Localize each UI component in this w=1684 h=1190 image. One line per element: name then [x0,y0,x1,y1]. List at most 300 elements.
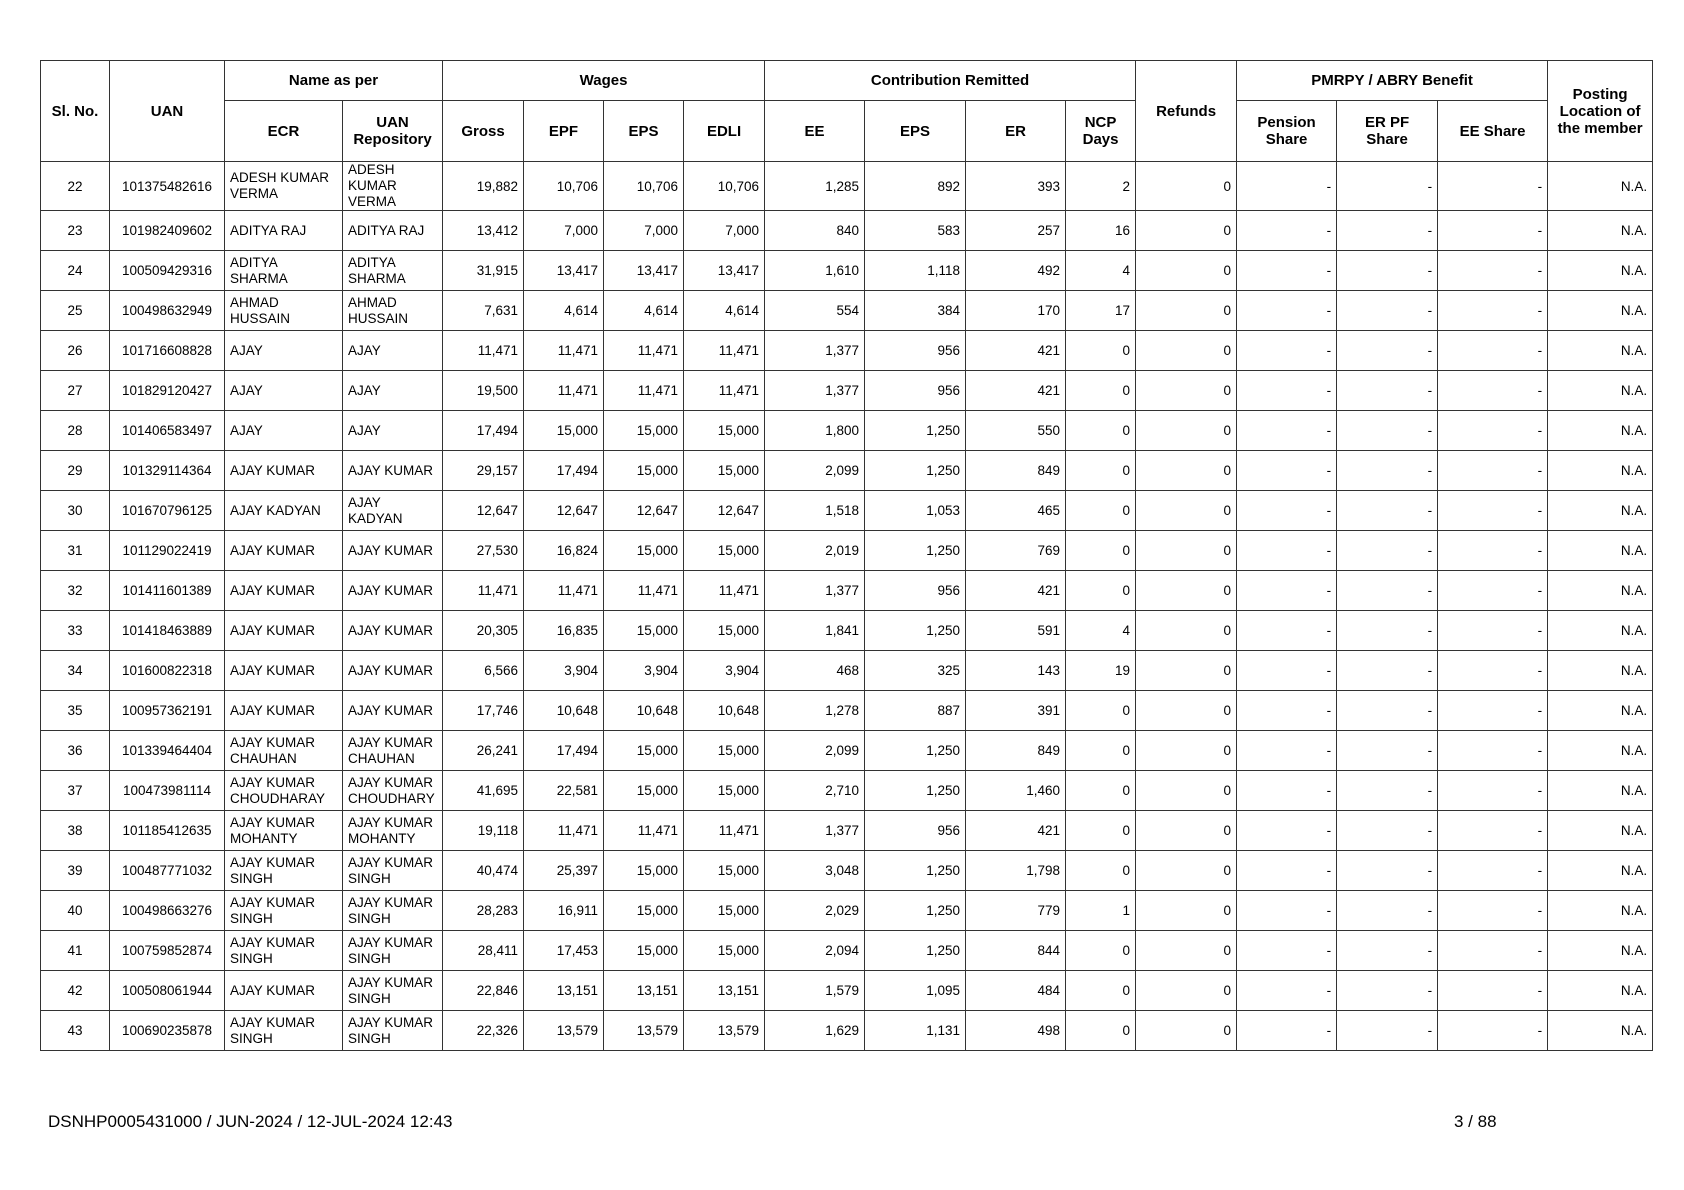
cell-gross: 7,631 [443,291,524,331]
cell-er-pf-share: - [1337,411,1438,451]
cell-wages-eps: 15,000 [604,731,684,771]
table-row [41,811,1653,851]
cell-contribution-eps: 956 [865,811,966,851]
cell-pension-share: - [1237,331,1337,371]
table-row [41,611,1653,651]
cell-ee-share: - [1438,731,1548,771]
cell-ee: 1,610 [765,251,865,291]
cell-sl-no: 41 [41,931,110,971]
cell-er-pf-share: - [1337,451,1438,491]
cell-gross: 28,411 [443,931,524,971]
cell-ncp-days: 0 [1066,1011,1136,1051]
cell-wages-eps: 15,000 [604,411,684,451]
cell-edli: 15,000 [684,531,765,571]
cell-uan-repository-name: AJAY [343,371,443,411]
cell-uan: 101829120427 [110,371,225,411]
cell-pension-share: - [1237,371,1337,411]
cell-ecr-name: AJAY KUMAR [225,651,343,691]
cell-wages-eps: 10,648 [604,691,684,731]
table-row [41,491,1653,531]
cell-ecr-name: AHMAD HUSSAIN [225,291,343,331]
cell-ncp-days: 1 [1066,891,1136,931]
cell-posting-location: N.A. [1548,251,1653,291]
cell-epf: 16,824 [524,531,604,571]
cell-refunds: 0 [1136,411,1237,451]
cell-uan-repository-name: AJAY KUMAR CHAUHAN [343,731,443,771]
cell-epf: 11,471 [524,811,604,851]
cell-posting-location: N.A. [1548,531,1653,571]
cell-gross: 19,500 [443,371,524,411]
cell-uan: 100487771032 [110,851,225,891]
cell-epf: 17,494 [524,731,604,771]
cell-contribution-eps: 956 [865,571,966,611]
cell-posting-location: N.A. [1548,891,1653,931]
cell-ee: 1,800 [765,411,865,451]
cell-er-pf-share: - [1337,1011,1438,1051]
cell-epf: 11,471 [524,331,604,371]
cell-gross: 13,412 [443,211,524,251]
cell-refunds: 0 [1136,771,1237,811]
cell-refunds: 0 [1136,371,1237,411]
cell-sl-no: 35 [41,691,110,731]
cell-contribution-eps: 1,250 [865,891,966,931]
cell-sl-no: 40 [41,891,110,931]
cell-ee-share: - [1438,411,1548,451]
cell-edli: 15,000 [684,451,765,491]
cell-ncp-days: 2 [1066,162,1136,211]
cell-edli: 15,000 [684,931,765,971]
cell-ecr-name: AJAY KUMAR [225,531,343,571]
cell-ecr-name: AJAY KUMAR [225,611,343,651]
cell-gross: 40,474 [443,851,524,891]
cell-gross: 31,915 [443,251,524,291]
cell-edli: 4,614 [684,291,765,331]
cell-uan-repository-name: ADESH KUMAR VERMA [343,162,443,211]
cell-gross: 41,695 [443,771,524,811]
cell-contribution-eps: 892 [865,162,966,211]
cell-ee: 1,629 [765,1011,865,1051]
cell-edli: 15,000 [684,851,765,891]
cell-sl-no: 30 [41,491,110,531]
cell-posting-location: N.A. [1548,211,1653,251]
cell-epf: 25,397 [524,851,604,891]
footer-page-number: 3 / 88 [1454,1112,1497,1131]
cell-pension-share: - [1237,811,1337,851]
cell-ncp-days: 0 [1066,331,1136,371]
cell-refunds: 0 [1136,1011,1237,1051]
table-row [41,851,1653,891]
cell-edli: 15,000 [684,411,765,451]
cell-sl-no: 32 [41,571,110,611]
header-pension-share: Pension Share [1237,101,1337,162]
cell-refunds: 0 [1136,251,1237,291]
cell-ncp-days: 0 [1066,851,1136,891]
cell-pension-share: - [1237,211,1337,251]
cell-ee-share: - [1438,211,1548,251]
cell-er-pf-share: - [1337,162,1438,211]
cell-ee: 3,048 [765,851,865,891]
cell-er: 769 [966,531,1066,571]
cell-ncp-days: 0 [1066,731,1136,771]
cell-ecr-name: AJAY KUMAR [225,451,343,491]
cell-contribution-eps: 887 [865,691,966,731]
cell-uan-repository-name: AJAY KUMAR MOHANTY [343,811,443,851]
cell-gross: 6,566 [443,651,524,691]
cell-uan: 100498632949 [110,291,225,331]
cell-edli: 3,904 [684,651,765,691]
cell-uan: 100759852874 [110,931,225,971]
cell-er-pf-share: - [1337,291,1438,331]
cell-ee: 1,841 [765,611,865,651]
cell-gross: 26,241 [443,731,524,771]
cell-posting-location: N.A. [1548,731,1653,771]
cell-uan-repository-name: AJAY KUMAR SINGH [343,931,443,971]
cell-refunds: 0 [1136,891,1237,931]
table-header [41,61,1653,162]
cell-gross: 17,494 [443,411,524,451]
cell-sl-no: 28 [41,411,110,451]
cell-gross: 29,157 [443,451,524,491]
cell-uan: 101982409602 [110,211,225,251]
cell-ee-share: - [1438,891,1548,931]
cell-uan: 101329114364 [110,451,225,491]
cell-edli: 7,000 [684,211,765,251]
cell-er: 257 [966,211,1066,251]
cell-ee-share: - [1438,491,1548,531]
cell-posting-location: N.A. [1548,931,1653,971]
cell-ecr-name: AJAY KADYAN [225,491,343,531]
cell-er: 550 [966,411,1066,451]
cell-uan-repository-name: AJAY KUMAR [343,651,443,691]
cell-refunds: 0 [1136,611,1237,651]
cell-contribution-eps: 1,250 [865,771,966,811]
cell-pension-share: - [1237,1011,1337,1051]
cell-uan: 100509429316 [110,251,225,291]
cell-posting-location: N.A. [1548,1011,1653,1051]
cell-ncp-days: 4 [1066,611,1136,651]
cell-uan-repository-name: AJAY KUMAR [343,451,443,491]
cell-wages-eps: 15,000 [604,931,684,971]
cell-ncp-days: 0 [1066,971,1136,1011]
cell-er: 1,798 [966,851,1066,891]
cell-uan: 101670796125 [110,491,225,531]
table-row [41,211,1653,251]
cell-wages-eps: 11,471 [604,811,684,851]
footer-document-reference: DSNHP0005431000 / JUN-2024 / 12-JUL-2024 12:43 [48,1112,453,1131]
cell-ee-share: - [1438,1011,1548,1051]
table-row [41,531,1653,571]
cell-ee-share: - [1438,371,1548,411]
cell-uan: 100690235878 [110,1011,225,1051]
cell-pension-share: - [1237,531,1337,571]
cell-uan-repository-name: AJAY KUMAR SINGH [343,851,443,891]
cell-refunds: 0 [1136,291,1237,331]
cell-uan: 100473981114 [110,771,225,811]
cell-pension-share: - [1237,291,1337,331]
cell-wages-eps: 11,471 [604,331,684,371]
cell-ecr-name: AJAY KUMAR [225,571,343,611]
header-uan-repository: UAN Repository [343,101,443,162]
cell-er: 779 [966,891,1066,931]
cell-uan: 101600822318 [110,651,225,691]
cell-pension-share: - [1237,691,1337,731]
cell-edli: 10,648 [684,691,765,731]
cell-gross: 27,530 [443,531,524,571]
table-row [41,691,1653,731]
cell-contribution-eps: 1,250 [865,611,966,651]
cell-er-pf-share: - [1337,891,1438,931]
cell-epf: 7,000 [524,211,604,251]
cell-uan-repository-name: ADITYA SHARMA [343,251,443,291]
header-wages: Wages [443,61,765,101]
table-row [41,162,1653,211]
cell-er-pf-share: - [1337,931,1438,971]
table-row [41,371,1653,411]
cell-er: 421 [966,371,1066,411]
cell-uan: 100498663276 [110,891,225,931]
table-body [41,162,1653,1051]
cell-posting-location: N.A. [1548,571,1653,611]
cell-ncp-days: 0 [1066,371,1136,411]
cell-wages-eps: 15,000 [604,771,684,811]
cell-epf: 16,911 [524,891,604,931]
cell-wages-eps: 12,647 [604,491,684,531]
header-er-pf-share: ER PF Share [1337,101,1438,162]
cell-uan-repository-name: ADITYA RAJ [343,211,443,251]
table-row [41,571,1653,611]
cell-ee: 1,579 [765,971,865,1011]
cell-edli: 13,151 [684,971,765,1011]
cell-er-pf-share: - [1337,251,1438,291]
cell-pension-share: - [1237,651,1337,691]
cell-er-pf-share: - [1337,771,1438,811]
cell-uan-repository-name: AJAY [343,331,443,371]
cell-wages-eps: 11,471 [604,571,684,611]
cell-er: 1,460 [966,771,1066,811]
cell-er-pf-share: - [1337,811,1438,851]
cell-gross: 11,471 [443,331,524,371]
cell-ecr-name: ADITYA SHARMA [225,251,343,291]
cell-contribution-eps: 325 [865,651,966,691]
cell-refunds: 0 [1136,571,1237,611]
cell-gross: 17,746 [443,691,524,731]
cell-edli: 13,579 [684,1011,765,1051]
cell-ee: 2,099 [765,451,865,491]
cell-ee: 2,710 [765,771,865,811]
cell-ee: 2,029 [765,891,865,931]
cell-uan-repository-name: AJAY KUMAR [343,691,443,731]
cell-uan: 100957362191 [110,691,225,731]
cell-contribution-eps: 1,250 [865,931,966,971]
cell-posting-location: N.A. [1548,291,1653,331]
cell-uan-repository-name: AHMAD HUSSAIN [343,291,443,331]
cell-edli: 15,000 [684,731,765,771]
cell-edli: 15,000 [684,611,765,651]
cell-ncp-days: 4 [1066,251,1136,291]
header-posting-location: Posting Location of the member [1548,61,1653,162]
cell-contribution-eps: 1,250 [865,851,966,891]
header-er: ER [966,101,1066,162]
cell-uan: 101339464404 [110,731,225,771]
cell-epf: 17,453 [524,931,604,971]
cell-uan-repository-name: AJAY KUMAR SINGH [343,971,443,1011]
cell-ncp-days: 0 [1066,691,1136,731]
table-row [41,731,1653,771]
cell-ecr-name: AJAY KUMAR CHAUHAN [225,731,343,771]
header-wages-eps: EPS [604,101,684,162]
cell-ecr-name: AJAY KUMAR SINGH [225,1011,343,1051]
cell-ee: 1,377 [765,371,865,411]
cell-gross: 12,647 [443,491,524,531]
cell-ecr-name: AJAY KUMAR [225,691,343,731]
cell-pension-share: - [1237,411,1337,451]
cell-ecr-name: ADESH KUMAR VERMA [225,162,343,211]
cell-uan-repository-name: AJAY KUMAR SINGH [343,1011,443,1051]
cell-er-pf-share: - [1337,491,1438,531]
cell-epf: 17,494 [524,451,604,491]
cell-ecr-name: AJAY KUMAR SINGH [225,931,343,971]
cell-wages-eps: 10,706 [604,162,684,211]
cell-pension-share: - [1237,251,1337,291]
cell-wages-eps: 15,000 [604,451,684,491]
cell-pension-share: - [1237,451,1337,491]
header-contribution-eps: EPS [865,101,966,162]
cell-uan: 101411601389 [110,571,225,611]
cell-posting-location: N.A. [1548,611,1653,651]
cell-er: 498 [966,1011,1066,1051]
cell-ee: 2,019 [765,531,865,571]
cell-sl-no: 34 [41,651,110,691]
cell-er-pf-share: - [1337,851,1438,891]
header-ncp-days: NCP Days [1066,101,1136,162]
cell-pension-share: - [1237,611,1337,651]
cell-sl-no: 31 [41,531,110,571]
cell-ee-share: - [1438,851,1548,891]
cell-wages-eps: 15,000 [604,531,684,571]
cell-pension-share: - [1237,731,1337,771]
cell-ecr-name: AJAY [225,411,343,451]
cell-refunds: 0 [1136,162,1237,211]
cell-uan-repository-name: AJAY KADYAN [343,491,443,531]
header-pmrpy-abry: PMRPY / ABRY Benefit [1237,61,1548,101]
cell-er: 421 [966,571,1066,611]
cell-posting-location: N.A. [1548,691,1653,731]
cell-ecr-name: AJAY [225,331,343,371]
cell-uan: 101129022419 [110,531,225,571]
ecr-table [40,60,1653,1051]
cell-ee-share: - [1438,691,1548,731]
cell-epf: 11,471 [524,371,604,411]
cell-sl-no: 22 [41,162,110,211]
cell-er: 844 [966,931,1066,971]
cell-edli: 15,000 [684,771,765,811]
cell-er: 465 [966,491,1066,531]
cell-refunds: 0 [1136,971,1237,1011]
cell-refunds: 0 [1136,531,1237,571]
cell-uan-repository-name: AJAY [343,411,443,451]
cell-uan-repository-name: AJAY KUMAR [343,571,443,611]
cell-sl-no: 43 [41,1011,110,1051]
cell-posting-location: N.A. [1548,651,1653,691]
cell-uan: 100508061944 [110,971,225,1011]
cell-edli: 11,471 [684,331,765,371]
cell-sl-no: 36 [41,731,110,771]
cell-posting-location: N.A. [1548,851,1653,891]
table-row [41,291,1653,331]
cell-wages-eps: 15,000 [604,611,684,651]
cell-gross: 28,283 [443,891,524,931]
cell-ee-share: - [1438,451,1548,491]
cell-refunds: 0 [1136,931,1237,971]
cell-pension-share: - [1237,891,1337,931]
cell-ee-share: - [1438,251,1548,291]
table-row [41,651,1653,691]
cell-epf: 3,904 [524,651,604,691]
cell-wages-eps: 4,614 [604,291,684,331]
cell-posting-location: N.A. [1548,371,1653,411]
cell-edli: 10,706 [684,162,765,211]
cell-ee: 2,099 [765,731,865,771]
cell-er-pf-share: - [1337,331,1438,371]
cell-epf: 12,647 [524,491,604,531]
cell-ee: 554 [765,291,865,331]
cell-er: 492 [966,251,1066,291]
cell-ee-share: - [1438,162,1548,211]
cell-sl-no: 38 [41,811,110,851]
cell-refunds: 0 [1136,651,1237,691]
header-contribution-remitted: Contribution Remitted [765,61,1136,101]
table-row [41,331,1653,371]
cell-refunds: 0 [1136,331,1237,371]
cell-er: 484 [966,971,1066,1011]
cell-ee-share: - [1438,571,1548,611]
table-row [41,931,1653,971]
cell-refunds: 0 [1136,811,1237,851]
cell-posting-location: N.A. [1548,811,1653,851]
table-row [41,771,1653,811]
cell-sl-no: 27 [41,371,110,411]
cell-er: 849 [966,451,1066,491]
cell-ecr-name: AJAY [225,371,343,411]
cell-wages-eps: 13,151 [604,971,684,1011]
cell-ncp-days: 0 [1066,411,1136,451]
cell-edli: 13,417 [684,251,765,291]
header-name-as-per: Name as per [225,61,443,101]
cell-posting-location: N.A. [1548,331,1653,371]
cell-posting-location: N.A. [1548,451,1653,491]
cell-ecr-name: AJAY KUMAR [225,971,343,1011]
cell-gross: 22,846 [443,971,524,1011]
table-row [41,891,1653,931]
cell-er-pf-share: - [1337,691,1438,731]
cell-ee: 840 [765,211,865,251]
cell-refunds: 0 [1136,451,1237,491]
cell-epf: 11,471 [524,571,604,611]
table-row [41,1011,1653,1051]
cell-ee: 1,377 [765,571,865,611]
cell-sl-no: 25 [41,291,110,331]
cell-edli: 12,647 [684,491,765,531]
cell-ncp-days: 0 [1066,811,1136,851]
cell-ee: 468 [765,651,865,691]
header-ecr: ECR [225,101,343,162]
cell-contribution-eps: 1,250 [865,411,966,451]
cell-ee-share: - [1438,971,1548,1011]
cell-pension-share: - [1237,162,1337,211]
cell-refunds: 0 [1136,491,1237,531]
cell-gross: 11,471 [443,571,524,611]
cell-epf: 10,648 [524,691,604,731]
